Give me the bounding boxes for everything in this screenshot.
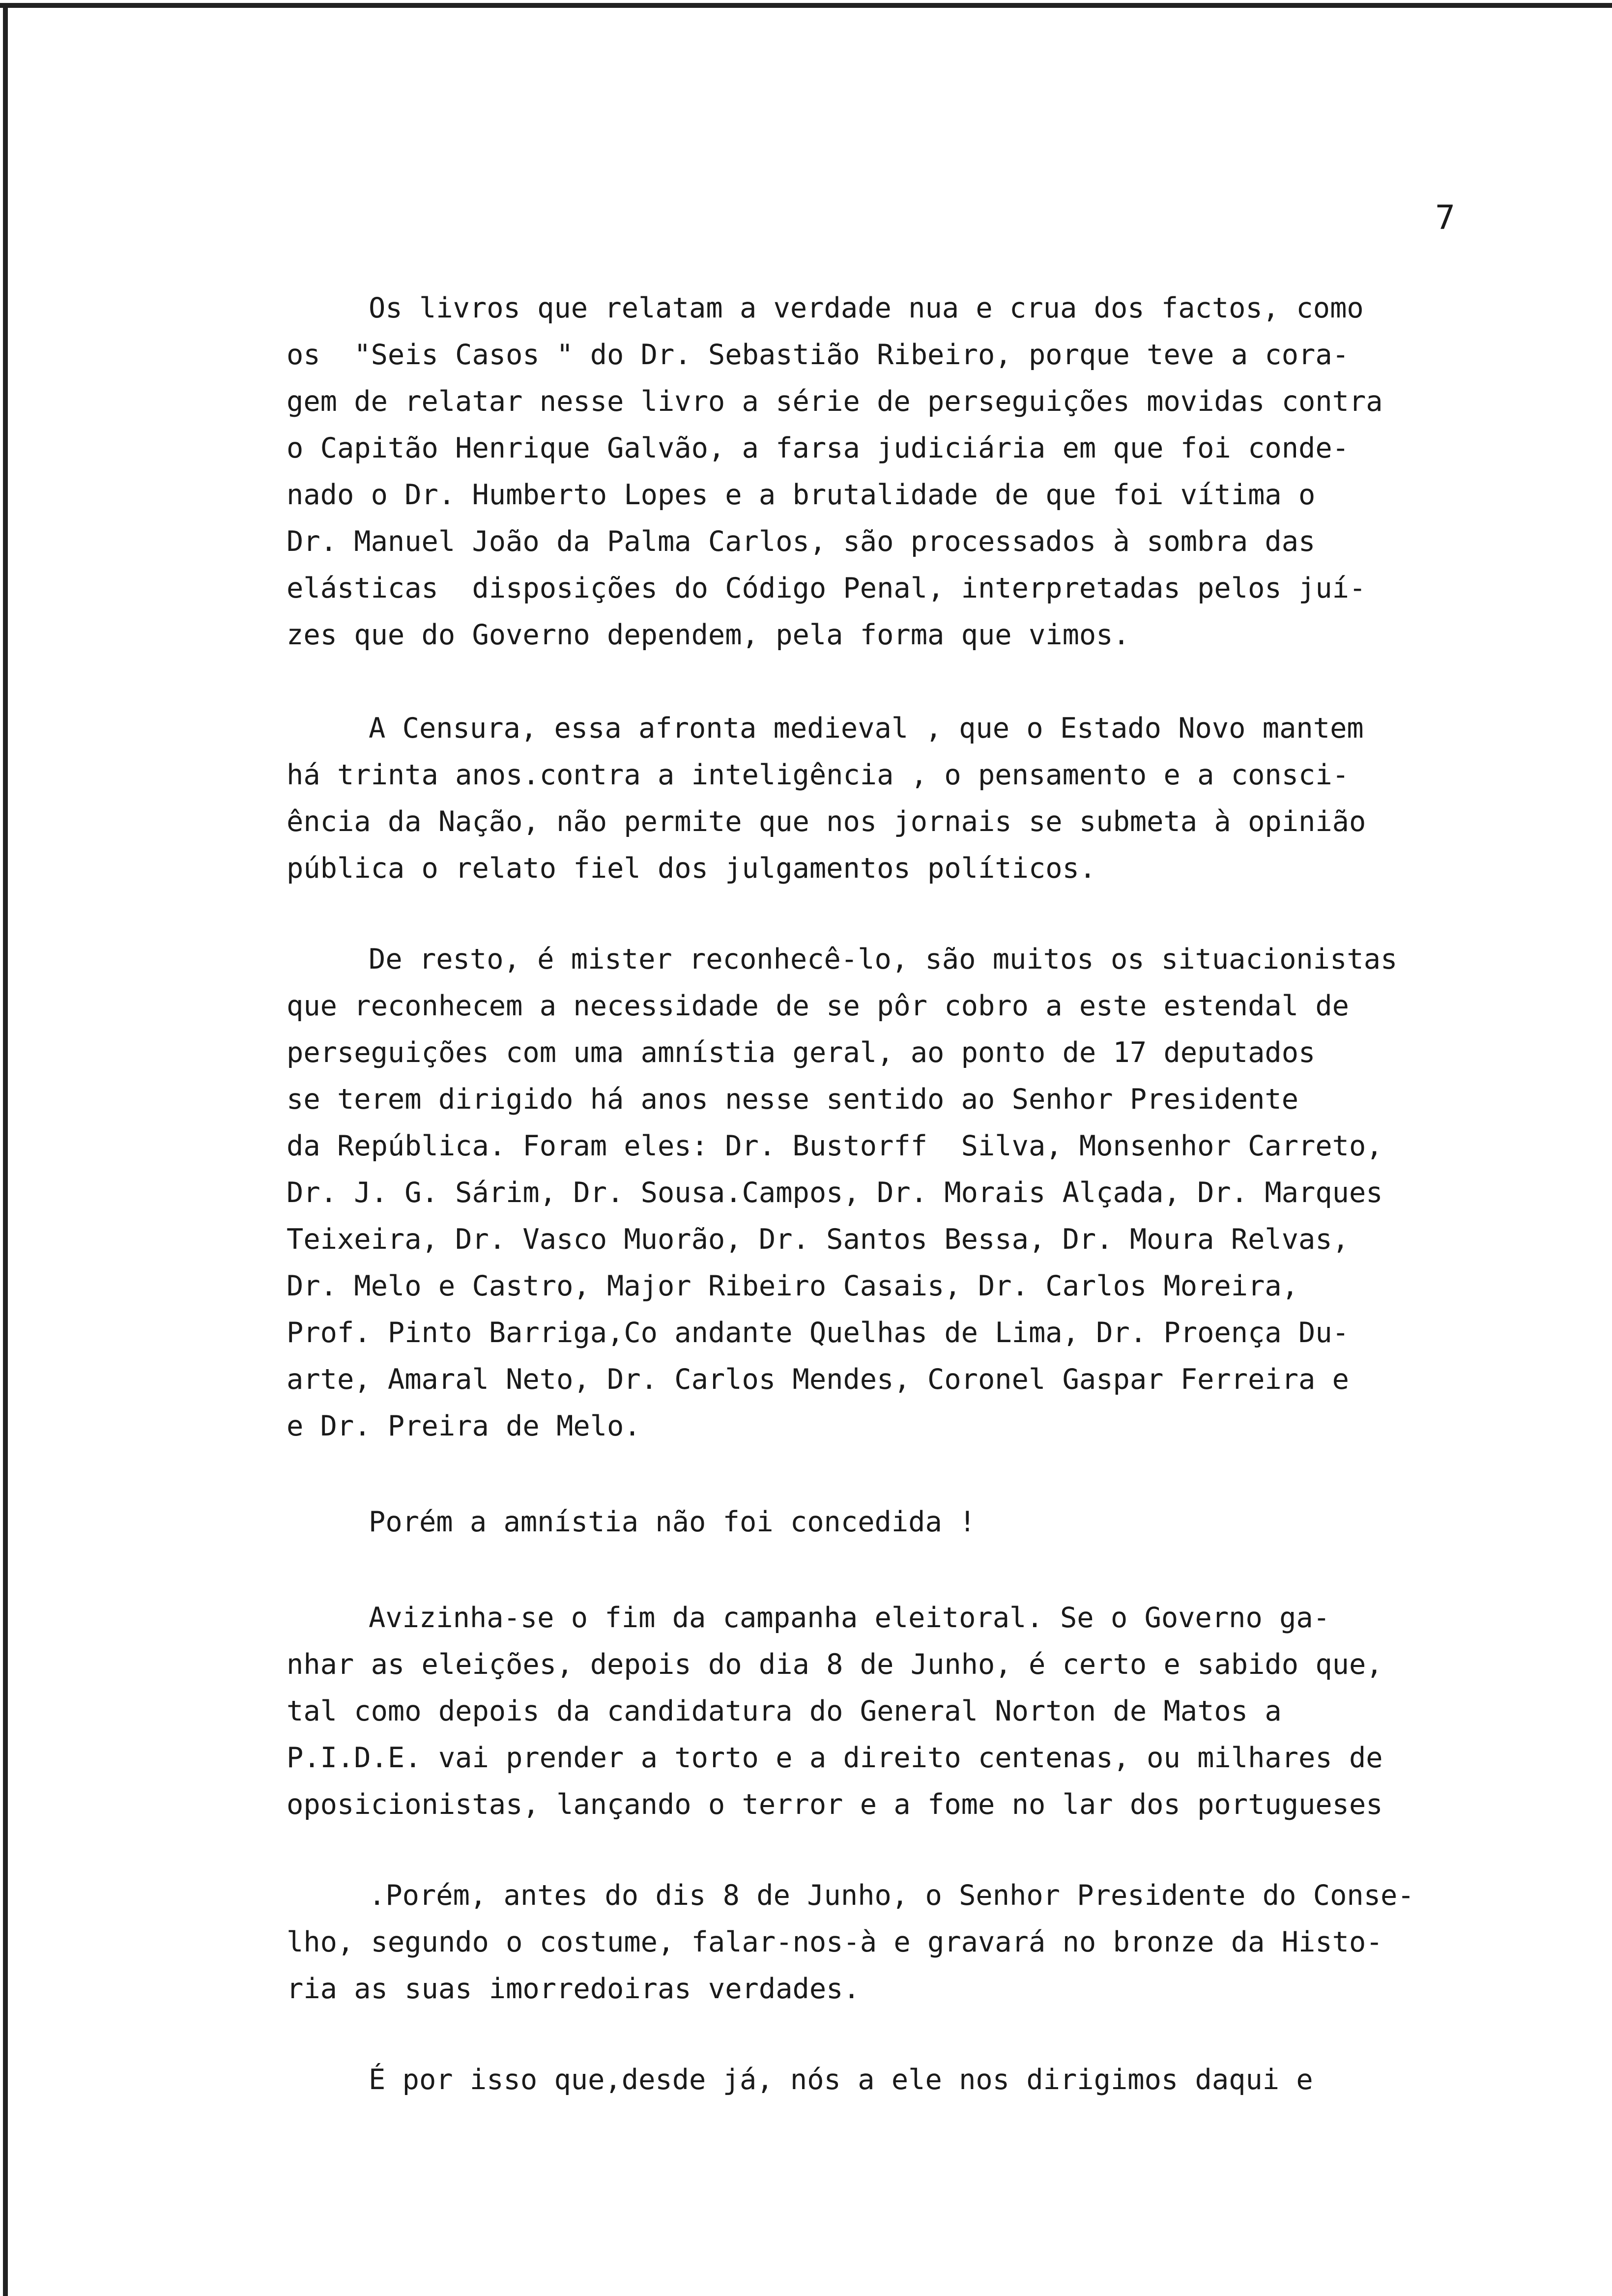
page-border-top <box>0 3 1612 8</box>
paragraph-censorship <box>287 705 1612 892</box>
page-border-left <box>3 3 8 2296</box>
text-line: zes que do Governo dependem, pela forma que vimos. <box>287 619 1130 651</box>
text-line: Dr. Melo e Castro, Major Ribeiro Casais, Dr. Carlos Moreira, <box>287 1270 1299 1302</box>
text-line: .Porém, antes do dis 8 de Junho, o Senhor Presidente do Conse- <box>369 1879 1414 1912</box>
text-line: pública o relato fiel dos julgamentos políticos. <box>287 852 1096 885</box>
text-line: É por isso que,desde já, nós a ele nos dirigimos daqui e <box>369 2064 1313 2096</box>
text-line: nhar as eleições, depois do dia 8 de Junho, é certo e sabido que, <box>287 1648 1383 1681</box>
text-line: há trinta anos.contra a inteligência , o pensamento e a consci- <box>287 759 1349 791</box>
text-line: ência da Nação, não permite que nos jornais se submeta à opinião <box>287 805 1366 838</box>
text-line: P.I.D.E. vai prender a torto e a direito centenas, ou milhares de <box>287 1742 1383 1774</box>
text-line: Teixeira, Dr. Vasco Muorão, Dr. Santos Bessa, Dr. Moura Relvas, <box>287 1223 1349 1256</box>
text-line: Dr. Manuel João da Palma Carlos, são processados à sombra das <box>287 525 1316 558</box>
paragraph-amnesty-denied <box>287 1499 1612 1546</box>
text-line: que reconhecem a necessidade de se pôr cobro a este estendal de <box>287 990 1349 1022</box>
text-line: ria as suas imorredoiras verdades. <box>287 1973 860 2005</box>
text-line: gem de relatar nesse livro a série de perseguições movidas contra <box>287 385 1383 418</box>
paragraph-president-speech <box>287 1872 1612 2012</box>
paragraph-elections <box>287 1595 1612 1828</box>
text-line: Prof. Pinto Barriga,Co andante Quelhas de Lima, Dr. Proença Du- <box>287 1317 1349 1349</box>
text-line: arte, Amaral Neto, Dr. Carlos Mendes, Coronel Gaspar Ferreira e <box>287 1363 1349 1396</box>
text-line: Avizinha-se o fim da campanha eleitoral. Se o Governo ga- <box>369 1602 1330 1634</box>
paragraph-books <box>287 285 1612 659</box>
text-line: se terem dirigido há anos nesse sentido ao Senhor Presidente <box>287 1083 1299 1116</box>
text-line: perseguições com uma amnístia geral, ao ponto de 17 deputados <box>287 1036 1316 1069</box>
text-line: De resto, é mister reconhecê-lo, são muitos os situacionistas <box>369 943 1398 976</box>
text-line: elásticas disposições do Código Penal, interpretadas pelos juí- <box>287 572 1366 604</box>
text-line: oposicionistas, lançando o terror e a fome no lar dos portugueses <box>287 1788 1383 1821</box>
text-line: Os livros que relatam a verdade nua e crua dos factos, como <box>369 292 1364 324</box>
paragraph-closing <box>287 2057 1612 2103</box>
text-line: Porém a amnístia não foi concedida ! <box>369 1506 976 1538</box>
text-line: Dr. J. G. Sárim, Dr. Sousa.Campos, Dr. Morais Alçada, Dr. Marques <box>287 1177 1383 1209</box>
text-line: A Censura, essa afronta medieval , que o Estado Novo mantem <box>369 712 1364 745</box>
text-line: tal como depois da candidatura do General Norton de Matos a <box>287 1695 1282 1727</box>
text-line: os "Seis Casos " do Dr. Sebastião Ribeiro, porque teve a cora- <box>287 339 1349 371</box>
paragraph-amnesty-petition <box>287 936 1612 1450</box>
text-line: da República. Foram eles: Dr. Bustorff Silva, Monsenhor Carreto, <box>287 1130 1383 1162</box>
text-line: o Capitão Henrique Galvão, a farsa judiciária em que foi conde- <box>287 432 1349 464</box>
document-body <box>287 285 1612 2103</box>
text-line: lho, segundo o costume, falar-nos-à e gravará no bronze da Histo- <box>287 1926 1383 1958</box>
text-line: e Dr. Preira de Melo. <box>287 1410 641 1442</box>
text-line: nado o Dr. Humberto Lopes e a brutalidade de que foi vítima o <box>287 479 1316 511</box>
page-number: 7 <box>1435 199 1455 237</box>
